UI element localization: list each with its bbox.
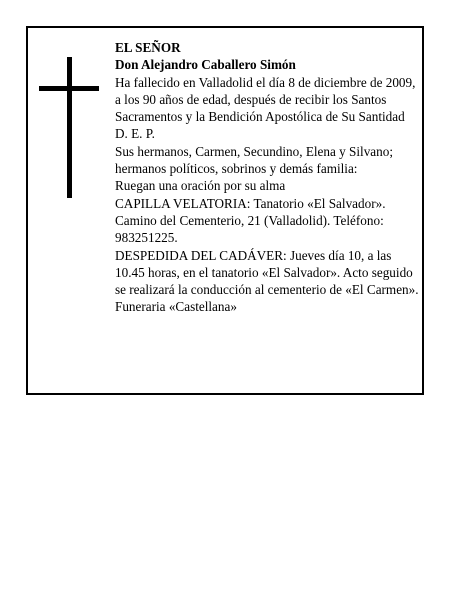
rest-in-peace: D. E. P.	[115, 126, 155, 142]
cross-vertical-bar	[67, 57, 72, 198]
funeral-home: Funeraria «Castellana»	[115, 299, 237, 315]
cross-horizontal-bar	[39, 86, 99, 91]
death-announcement: Ha fallecido en Valladolid el día 8 de diciembre de 2009, a los 90 años de edad, después de recibir los Santos Sacramentos y la Bendición Apostólica de Su Santidad	[115, 74, 416, 125]
obituary-notice	[26, 26, 424, 395]
chapel-info: CAPILLA VELATORIA: Tanatorio «El Salvador». Camino del Cementerio, 21 (Valladolid). Teléfono: 983251225.	[115, 195, 386, 246]
family-members: Sus hermanos, Carmen, Secundino, Elena y Silvano; hermanos políticos, sobrinos y demás familia:	[115, 143, 393, 177]
deceased-name: Don Alejandro Caballero Simón	[115, 57, 296, 73]
notice-title: EL SEÑOR	[115, 40, 181, 55]
prayer-request: Ruegan una oración por su alma	[115, 178, 286, 194]
farewell-info: DESPEDIDA DEL CADÁVER: Jueves día 10, a las 10.45 horas, en el tanatorio «El Salvador». Acto seguido se realizará la conducción al cementerio de «El Carmen».	[115, 247, 419, 298]
notice-content	[115, 39, 420, 316]
